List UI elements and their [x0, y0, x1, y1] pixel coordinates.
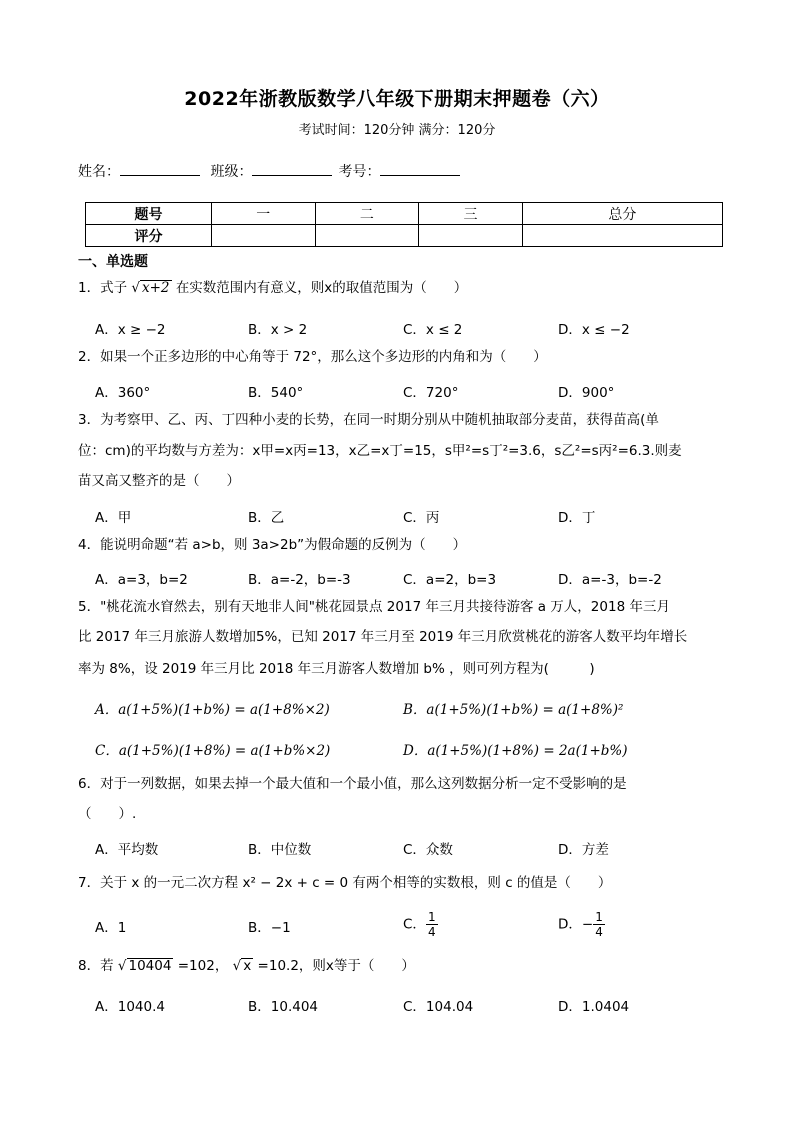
exam-subtitle: 考试时间：120分钟 满分：120分	[298, 123, 496, 138]
question-3-line-1: 3．为考察甲、乙、丙、丁四种小麦的长势，在同一时期分别从中随机抽取部分麦苗，获得苗高(单	[78, 412, 659, 428]
q7-option-c-label: C．	[403, 916, 426, 933]
q6-option-b[interactable]: B．中位数	[248, 842, 312, 858]
q8-prefix: 8．若	[78, 958, 114, 974]
score-table-header-row	[86, 203, 723, 225]
fraction-denominator: 4	[427, 925, 436, 939]
q1-suffix: 在实数范围内有意义，则x的取值范围为（ ）	[175, 280, 468, 296]
fraction-numerator: 1	[595, 910, 603, 924]
q4-option-b[interactable]: B．a=-2，b=-3	[248, 572, 351, 588]
q2-option-a[interactable]: A．360°	[95, 385, 151, 401]
q5-option-a[interactable]: A．a(1+5%)(1+b%) = a(1+8%×2)	[95, 702, 330, 718]
q8-radicand-1: 10404	[128, 958, 172, 974]
class-blank[interactable]	[252, 161, 332, 176]
q7-option-d-label: D．−	[558, 916, 594, 933]
q6-option-c[interactable]: C．众数	[403, 842, 453, 858]
section-title: 一、单选题	[78, 254, 148, 270]
question-5-line-1: 5．"桃花流水窅然去，别有天地非人间"桃花园景点 2017 年三月共接待游客 a 万人，2018 年三月	[78, 599, 670, 615]
q4-option-c[interactable]: C．a=2，b=3	[403, 572, 497, 588]
exam-title: 2022年浙教版数学八年级下册期末押题卷（六）	[184, 88, 610, 110]
score-cell[interactable]	[212, 225, 316, 247]
name-blank[interactable]	[120, 161, 200, 176]
score-header-cell: 总分	[522, 203, 722, 225]
q1-option-d[interactable]: D．x ≤ −2	[558, 322, 630, 338]
q8-option-b[interactable]: B．10.404	[248, 999, 318, 1015]
q1-option-c[interactable]: C．x ≤ 2	[403, 322, 463, 338]
sqrt-symbol: √	[232, 958, 242, 974]
score-header-cell: 二	[315, 203, 419, 225]
class-label: 班级：	[210, 164, 253, 180]
q7-option-c[interactable]	[403, 910, 438, 939]
q1-option-b[interactable]: B．x > 2	[248, 322, 308, 338]
exam-no-label: 考号：	[338, 164, 381, 180]
q6-option-a[interactable]: A．平均数	[95, 842, 159, 858]
q8-suffix: =10.2，则x等于（ ）	[257, 958, 415, 974]
score-row-label: 评分	[86, 225, 212, 247]
exam-no-blank[interactable]	[380, 161, 460, 176]
q1-prefix: 1．式子	[78, 280, 128, 296]
q6-option-d[interactable]: D．方差	[558, 842, 609, 858]
score-cell[interactable]	[419, 225, 523, 247]
q2-option-b[interactable]: B．540°	[248, 385, 304, 401]
q2-option-c[interactable]: C．720°	[403, 385, 459, 401]
score-header-cell: 三	[419, 203, 523, 225]
q1-option-a[interactable]: A．x ≥ −2	[95, 322, 166, 338]
score-cell[interactable]	[315, 225, 419, 247]
question-2: 2．如果一个正多边形的中心角等于 72°，那么这个多边形的内角和为（ ）	[78, 349, 547, 365]
question-7: 7．关于 x 的一元二次方程 x² − 2x + c = 0 有两个相等的实数根，则 c 的值是（ ）	[78, 875, 612, 891]
sqrt-symbol: √	[117, 958, 127, 974]
q7-option-a[interactable]: A．1	[95, 920, 127, 936]
q3-option-a[interactable]: A．甲	[95, 510, 132, 526]
question-6-line-1: 6．对于一列数据，如果去掉一个最大值和一个最小值，那么这列数据分析一定不受影响的是	[78, 776, 627, 792]
question-8	[78, 952, 724, 981]
q3-option-b[interactable]: B．乙	[248, 510, 285, 526]
question-3-line-2: 位：cm)的平均数与方差为：x甲=x丙=13，x乙=x丁=15，s甲²=s丁²=3.6，s乙²=s丙²=6.3.则麦	[78, 443, 682, 459]
q5-option-b[interactable]: B．a(1+5%)(1+b%) = a(1+8%)²	[403, 702, 624, 718]
q7-option-d[interactable]	[558, 910, 605, 939]
student-info-line	[78, 161, 466, 181]
question-5-line-2: 比 2017 年三月旅游人数增加5%，已知 2017 年三月至 2019 年三月欣赏桃花的游客人数平均年增长	[78, 629, 688, 645]
score-table-score-row	[86, 225, 723, 247]
q5-option-d[interactable]: D．a(1+5%)(1+8%) = 2a(1+b%)	[403, 743, 628, 759]
fraction-denominator: 4	[595, 925, 603, 939]
score-header-cell: 题号	[86, 203, 212, 225]
question-4: 4．能说明命题“若 a>b，则 3a>2b”为假命题的反例为（ ）	[78, 537, 467, 553]
q7-option-b[interactable]: B．−1	[248, 920, 291, 936]
fraction	[593, 910, 605, 939]
q8-option-d[interactable]: D．1.0404	[558, 999, 630, 1015]
fraction	[426, 910, 438, 939]
score-table	[85, 202, 723, 247]
question-1	[78, 274, 724, 303]
q8-option-c[interactable]: C．104.04	[403, 999, 474, 1015]
name-label: 姓名：	[78, 164, 120, 180]
q8-radicand-2: x	[243, 958, 252, 974]
score-cell[interactable]	[522, 225, 722, 247]
q8-option-a[interactable]: A．1040.4	[95, 999, 165, 1015]
q2-option-d[interactable]: D．900°	[558, 385, 615, 401]
q8-mid: =102，	[177, 958, 229, 974]
q1-radicand: x+2	[142, 280, 170, 296]
question-5-line-3: 率为 8%，设 2019 年三月比 2018 年三月游客人数增加 b% ，则可列方程为( )	[78, 661, 595, 677]
question-3-line-3: 苗又高又整齐的是（ ）	[78, 473, 240, 489]
q3-option-c[interactable]: C．丙	[403, 510, 440, 526]
question-6-line-2: （ ）.	[78, 806, 137, 822]
sqrt-symbol: √	[131, 280, 140, 296]
q5-option-c[interactable]: C．a(1+5%)(1+8%) = a(1+b%×2)	[95, 743, 331, 759]
fraction-numerator: 1	[427, 910, 436, 924]
score-header-cell: 一	[212, 203, 316, 225]
q4-option-a[interactable]: A．a=3，b=2	[95, 572, 188, 588]
q4-option-d[interactable]: D．a=-3，b=-2	[558, 572, 662, 588]
q3-option-d[interactable]: D．丁	[558, 510, 596, 526]
